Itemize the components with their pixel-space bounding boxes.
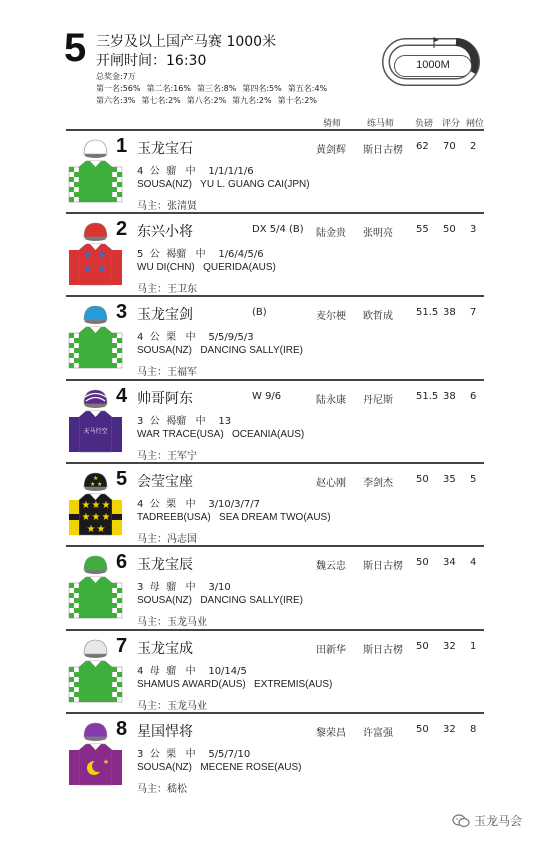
jockey-name: 魏云忠 <box>316 561 346 572</box>
svg-text:★: ★ <box>93 475 99 482</box>
prize-2: 第二名:16% <box>146 84 191 93</box>
svg-text:★: ★ <box>102 758 110 766</box>
horse-name: 玉龙宝石 <box>137 141 193 157</box>
horse-info: 4 公 栗 中 5/5/9/5/3 <box>137 332 254 343</box>
jockey-name: 黎荣昌 <box>316 728 346 739</box>
horse-name: 帅哥阿东 <box>137 391 193 407</box>
header-draw: 闸位 <box>466 119 485 129</box>
prize-10: 第十名:2% <box>277 96 317 105</box>
trainer-name: 丹尼斯 <box>363 395 393 406</box>
horse-row <box>66 631 484 713</box>
svg-text:★: ★ <box>83 248 93 261</box>
horse-info: 5 公 褐骝 中 1/6/4/5/6 <box>137 249 264 260</box>
race-title: 三岁及以上国产马赛 1000米 <box>96 34 277 50</box>
horse-pedigree: TADREEB(USA) SEA DREAM TWO(AUS) <box>137 512 331 523</box>
draw: 2 <box>470 141 477 152</box>
race-number: 5 <box>64 26 87 70</box>
watermark-text: 玉龙马会 <box>474 814 523 828</box>
svg-text:★: ★ <box>81 500 91 511</box>
horse-name: 星国悍将 <box>137 724 193 740</box>
jockey-name: 陆金贵 <box>316 228 346 239</box>
rating: 32 <box>443 724 456 735</box>
horse-pedigree: SOUSA(NZ) YU L. GUANG CAI(JPN) <box>137 179 310 190</box>
trainer-name: 许富强 <box>363 728 393 739</box>
weight: 51.5 <box>416 307 439 318</box>
jockey-name: 赵心刚 <box>316 478 346 489</box>
weight: 50 <box>416 557 429 568</box>
prize-6: 第六名:3% <box>96 96 136 105</box>
horse-number: 6 <box>116 551 128 573</box>
header-weight: 负磅 <box>415 119 434 129</box>
rating: 35 <box>443 474 456 485</box>
rating: 34 <box>443 557 456 568</box>
jockey-name: 麦尔梗 <box>316 311 346 322</box>
rating: 38 <box>443 307 456 318</box>
weight: 50 <box>416 724 429 735</box>
horse-number: 3 <box>116 301 128 323</box>
horse-gear: DX 5/4 (B) <box>252 224 304 235</box>
horse-name: 东兴小将 <box>137 224 193 240</box>
horse-number: 4 <box>116 385 128 407</box>
draw: 7 <box>470 307 477 318</box>
header-rating: 评分 <box>442 119 461 129</box>
horse-row <box>66 131 484 213</box>
horse-number: 8 <box>116 718 128 740</box>
weight: 50 <box>416 474 429 485</box>
svg-text:★: ★ <box>83 262 93 275</box>
race-time: 开闸时间：16:30 <box>96 53 207 69</box>
horse-info: 3 公 褐骝 中 13 <box>137 416 232 427</box>
horse-number: 7 <box>116 635 128 657</box>
svg-text:★: ★ <box>90 481 96 488</box>
weight: 50 <box>416 641 429 652</box>
svg-text:★: ★ <box>97 248 107 261</box>
watermark <box>452 812 522 829</box>
svg-text:★: ★ <box>97 262 107 275</box>
trainer-name: 张明亮 <box>363 228 393 239</box>
horse-info: 4 母 骝 中 10/14/5 <box>137 666 247 677</box>
horse-gear: (B) <box>252 307 267 318</box>
svg-text:★: ★ <box>97 481 103 488</box>
weight: 62 <box>416 141 429 152</box>
svg-text:★: ★ <box>86 524 96 535</box>
horse-gear: W 9/6 <box>252 391 282 402</box>
horse-pedigree: SOUSA(NZ) MECENE ROSE(AUS) <box>137 762 302 773</box>
distance-label: 1000M <box>394 55 472 77</box>
horse-name: 玉龙宝剑 <box>137 307 193 323</box>
prize-3: 第三名:8% <box>196 84 237 93</box>
prize-5: 第五名:4% <box>287 84 328 93</box>
horse-owner: 马主：张清贤 <box>137 201 197 212</box>
rating: 50 <box>443 224 456 235</box>
horse-owner: 马主：玉龙马业 <box>137 701 207 712</box>
horse-pedigree: WAR TRACE(USA) OCEANIA(AUS) <box>137 429 305 440</box>
trainer-name: 欧哲成 <box>363 311 393 322</box>
svg-text:★: ★ <box>81 512 91 523</box>
draw: 6 <box>470 391 477 402</box>
jockey-name: 田新华 <box>316 645 346 656</box>
horse-info: 4 公 骝 中 1/1/1/1/6 <box>137 166 254 177</box>
draw: 5 <box>470 474 477 485</box>
prize-9: 第九名:2% <box>232 96 272 105</box>
horse-row <box>66 464 484 546</box>
svg-text:★: ★ <box>91 512 101 523</box>
horse-number: 2 <box>116 218 128 240</box>
horse-row <box>66 714 484 796</box>
horse-name: 玉龙宝辰 <box>137 557 193 573</box>
horse-pedigree: SOUSA(NZ) DANCING SALLY(IRE) <box>137 595 303 606</box>
svg-text:天马行空: 天马行空 <box>83 428 108 435</box>
svg-text:★: ★ <box>91 500 101 511</box>
prize-row-1 <box>96 83 327 94</box>
wechat-icon <box>452 814 470 828</box>
prize-row-2 <box>96 95 317 106</box>
weight: 51.5 <box>416 391 439 402</box>
horse-name: 会莹宝座 <box>137 474 193 490</box>
trainer-name: 斯日古楞 <box>363 645 403 656</box>
horse-info: 3 母 骝 中 3/10 <box>137 582 231 593</box>
svg-text:★: ★ <box>96 524 106 535</box>
draw: 8 <box>470 724 477 735</box>
draw: 4 <box>470 557 477 568</box>
horse-owner: 马主：王福军 <box>137 367 197 378</box>
horse-row <box>66 297 484 379</box>
horse-owner: 马主：嵇松 <box>137 784 187 795</box>
horse-owner: 马主：王卫东 <box>137 284 197 295</box>
draw: 3 <box>470 224 477 235</box>
horse-pedigree: WU DI(CHN) QUERIDA(AUS) <box>137 262 276 273</box>
horse-number: 1 <box>116 135 128 157</box>
horse-owner: 马主：冯志国 <box>137 534 197 545</box>
prize-total: 总奖金:7万 <box>96 72 136 81</box>
horse-number: 5 <box>116 468 128 490</box>
horse-row <box>66 547 484 629</box>
weight: 55 <box>416 224 429 235</box>
prize-4: 第四名:5% <box>242 84 282 93</box>
header-jockey: 骑师 <box>323 119 342 129</box>
horse-row <box>66 381 484 463</box>
svg-text:★: ★ <box>101 500 111 511</box>
prize-1: 第一名:56% <box>96 84 141 93</box>
rating: 70 <box>443 141 456 152</box>
rating: 38 <box>443 391 456 402</box>
horse-info: 3 公 栗 中 5/5/7/10 <box>137 749 251 760</box>
rating: 32 <box>443 641 456 652</box>
horse-owner: 马主：玉龙马业 <box>137 617 207 628</box>
trainer-name: 李剑杰 <box>363 478 393 489</box>
trainer-name: 斯日古楞 <box>363 145 403 156</box>
horse-row <box>66 214 484 296</box>
trainer-name: 斯日古楞 <box>363 561 403 572</box>
horse-pedigree: SOUSA(NZ) DANCING SALLY(IRE) <box>137 345 303 356</box>
horse-owner: 马主：王军宁 <box>137 451 197 462</box>
jockey-name: 陆永康 <box>316 395 346 406</box>
header-trainer: 练马师 <box>367 119 395 129</box>
prize-7: 第七名:2% <box>141 96 181 105</box>
horse-name: 玉龙宝成 <box>137 641 193 657</box>
jockey-name: 黄剑辉 <box>316 145 346 156</box>
horse-pedigree: SHAMUS AWARD(AUS) EXTREMIS(AUS) <box>137 679 333 690</box>
svg-text:★: ★ <box>101 512 111 523</box>
horse-info: 4 公 栗 中 3/10/3/7/7 <box>137 499 260 510</box>
draw: 1 <box>470 641 477 652</box>
prize-8: 第八名:2% <box>186 96 227 105</box>
